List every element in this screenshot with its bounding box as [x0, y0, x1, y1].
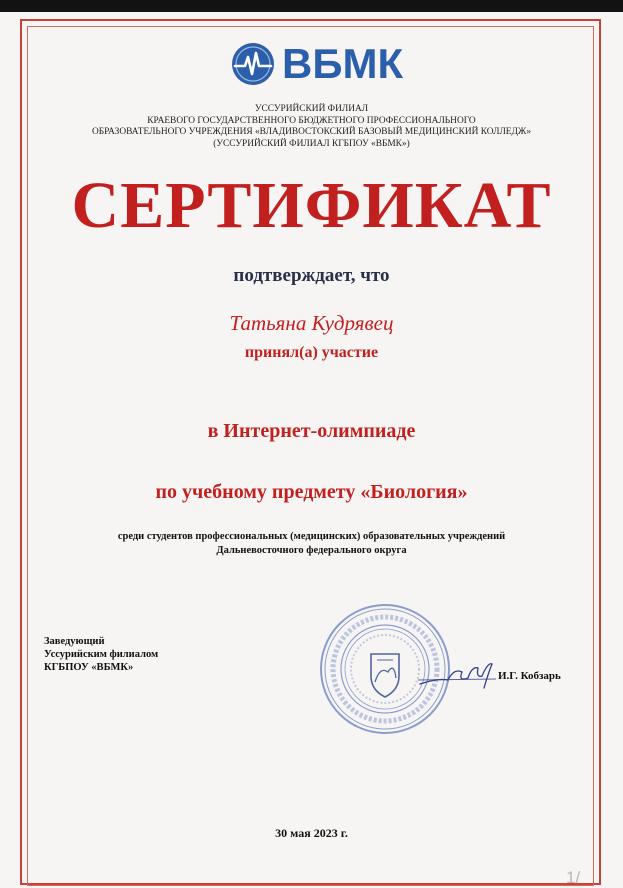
status-bar: [0, 0, 623, 12]
signer-position-line: КГБПОУ «ВБМК»: [44, 662, 134, 673]
logo-text: ВБМК: [282, 40, 404, 87]
organization-name: [40, 104, 583, 150]
certificate-date: 30 мая 2023 г.: [275, 826, 348, 840]
certificate-border-inner: [27, 26, 594, 886]
college-logo: [230, 40, 403, 88]
pulse-globe-icon: [230, 41, 276, 87]
signer-name: И.Г. Кобзарь: [498, 670, 561, 682]
confirms-text: подтверждает, что: [233, 265, 390, 286]
event-name: в Интернет-олимпиаде: [207, 420, 416, 442]
signer-position: [44, 635, 158, 674]
signer-position-line: Заведующий: [44, 636, 105, 647]
organization-line: УССУРИЙСКИЙ ФИЛИАЛ: [254, 104, 369, 114]
certificate-title: СЕРТИФИКАТ: [71, 169, 552, 242]
audience-line: Дальневосточного федерального округа: [216, 545, 407, 556]
signer-position-line: Уссурийским филиалом: [44, 649, 159, 660]
audience-line: среди студентов профессиональных (медицинских) образовательных учреждений: [117, 531, 506, 542]
page-indicator: 1/: [566, 868, 581, 887]
handwritten-signature: [418, 658, 498, 692]
audience-text: [40, 530, 583, 558]
organization-line: КРАЕВОГО ГОСУДАРСТВЕННОГО БЮДЖЕТНОГО ПРОФЕССИОНАЛЬНОГО: [147, 115, 476, 126]
participation-text: принял(а) участие: [244, 344, 379, 361]
organization-line: ОБРАЗОВАТЕЛЬНОГО УЧРЕЖДЕНИЯ «ВЛАДИВОСТОКСКИЙ БАЗОВЫЙ МЕДИЦИНСКИЙ КОЛЛЕДЖ»: [91, 127, 532, 137]
organization-line: (УССУРИЙСКИЙ ФИЛИАЛ КГБПОУ «ВБМК»): [213, 138, 410, 149]
subject-name: по учебному предмету «Биология»: [155, 481, 468, 503]
recipient-name: Татьяна Кудрявец: [229, 311, 394, 335]
